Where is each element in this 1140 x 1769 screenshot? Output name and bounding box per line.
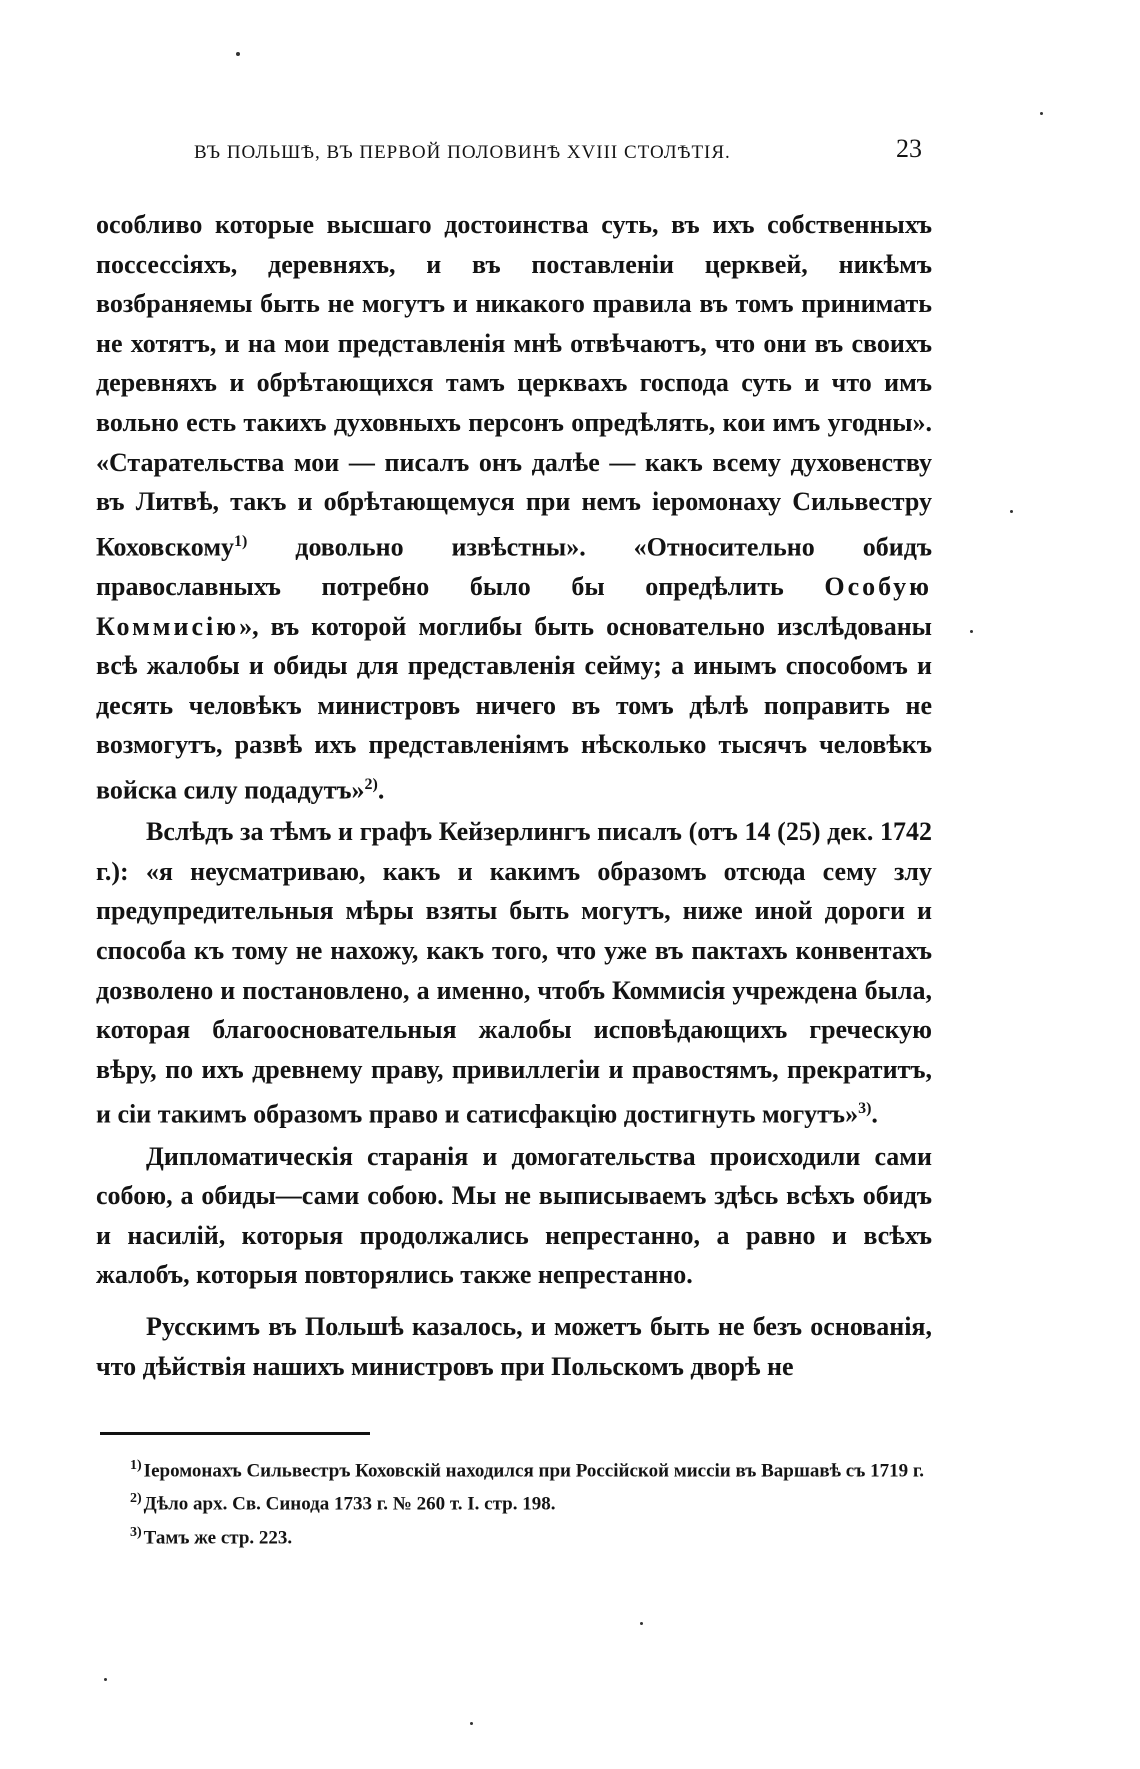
footnote-3 [96,1519,932,1552]
page-number: 23 [896,134,922,163]
page-header [110,134,930,174]
paragraph-3: Дипломатическія старанія и домогательства происходили сами собою, а обиды—сами собою. Мы не выписываемъ здѣсь всѣхъ обидъ и насилій, которыя продолжались непрестанно, а равно и всѣхъ жалобъ, которыя повторялись также непрестанно. [96,1141,932,1290]
scan-speck [236,52,240,56]
footnote-3-text: Тамъ же стр. 223. [143,1526,293,1548]
footnote-1-text: Іеромонахъ Сильвестръ Коховскій находился при Россійской миссіи въ Варшавѣ съ 1719 г. [143,1460,925,1482]
body-text [96,205,932,1386]
paragraph-1-text-d: . [377,775,385,805]
footnotes [96,1452,932,1552]
footnote-1-mark: 1) [130,1458,142,1473]
paragraph-2-text-b: . [871,1100,878,1130]
paragraph-1-text-b: довольно извѣстны». «Относительно обидъ православныхъ потребно было бы опредѣлить [96,532,932,601]
footnote-ref-1: 1) [234,532,248,550]
scan-speck [104,1678,107,1681]
paragraph-1-text-c: », въ которой моглибы быть основательно изслѣдованы всѣ жалобы и обиды для представленія сейму; а инымъ способомъ и десять человѣкъ министровъ ничего въ томъ дѣлѣ поправить не возмогутъ, развѣ ихъ представленіямъ нѣсколько тысячъ человѣкъ войска силу подадутъ» [96,611,932,805]
scan-speck [640,1622,643,1625]
footnote-3-mark: 3) [130,1524,142,1540]
scan-speck [1040,112,1043,115]
footnote-2 [96,1485,932,1518]
scan-speck [470,1722,473,1725]
paragraph-2 [96,812,932,1134]
footnote-ref-2: 2) [364,775,378,793]
paragraph-2-text-a: Вслѣдъ за тѣмъ и графъ Кейзерлингъ писалъ (отъ 14 (25) дек. 1742 г.): «я неусматриваю, какъ и какимъ образомъ отсюда сему злу предупредительныя мѣры взяты быть могутъ, ниже иной дороги и способа къ тому не нахожу, какъ того, что уже въ пактахъ конвентахъ дозволено и постановлено, а именно, чтобъ Коммисія учреждена была, которая благоосновательныя жалобы исповѣдающихъ греческую вѣру, по ихъ древнему праву, привиллегіи и правостямъ, прекратитъ, и сіи такимъ образомъ право и сатисфакцію достигнуть могутъ» [96,817,932,1130]
footnote-divider [100,1432,370,1435]
paragraph-1-text-a: особливо которые высшаго достоинства суть, въ ихъ собственныхъ поссессіяхъ, деревняхъ, и въ поставленіи церквей, никѣмъ возбраняемы быть не могутъ и никакого правила въ томъ принимать не хотятъ, и на мои представленія мнѣ отвѣчаютъ, что они въ своихъ деревняхъ и обрѣтающихся тамъ церквахъ господа суть и что имъ вольно есть такихъ духовныхъ персонъ опредѣлять, кои имъ угодны». «Старательства мои — писалъ онъ далѣе — какъ всему духовенству въ Литвѣ, такъ и обрѣтающемуся при немъ іеромонаху Сильвестру Коховскому [96,210,932,562]
running-head: ВЪ ПОЛЬШѢ, ВЪ ПЕРВОЙ ПОЛОВИНѢ XVIII СТОЛѢТІЯ. [194,142,731,163]
scan-speck [1010,510,1013,513]
footnote-2-mark: 2) [130,1491,142,1507]
paragraph-4: Русскимъ въ Польшѣ казалось, и можетъ быть не безъ основанія, что дѣйствія нашихъ министровъ при Польскомъ дворѣ не [96,1312,932,1381]
paragraph-1 [96,205,932,810]
footnote-1 [96,1452,932,1485]
footnote-ref-3: 3) [858,1100,872,1118]
footnote-2-text: Дѣло арх. Св. Синода 1733 г. № 260 т. I. стр. 198. [143,1493,556,1515]
scan-speck [970,630,973,633]
spaced-emphasis: Особую Коммисію [96,572,932,641]
